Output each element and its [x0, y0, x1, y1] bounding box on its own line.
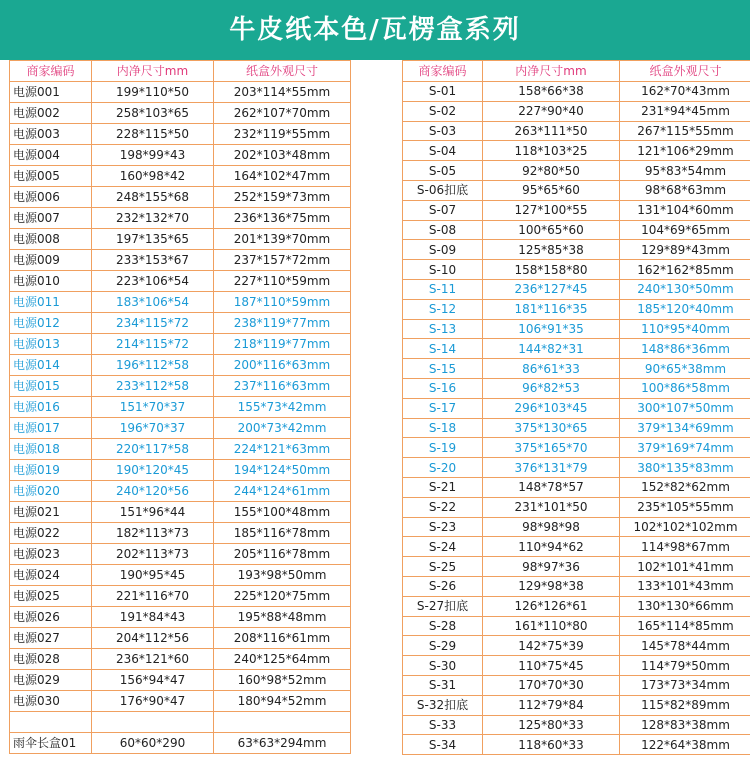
product-code-cell: 电源026: [10, 607, 92, 628]
product-code-cell: 电源011: [10, 292, 92, 313]
inner-size-cell: 60*60*290: [92, 733, 214, 754]
table-row: [10, 670, 351, 691]
inner-size-cell: 86*61*33: [483, 359, 620, 379]
table-row: [403, 576, 750, 596]
product-code-cell: S-30: [403, 656, 483, 676]
inner-size-cell: 95*65*60: [483, 180, 620, 200]
inner-size-cell: 375*165*70: [483, 438, 620, 458]
outer-size-cell: 235*105*55mm: [620, 497, 750, 517]
table-row: [10, 250, 351, 271]
column-header-code: 商家编码: [403, 61, 483, 82]
right-size-table: [402, 60, 750, 755]
table-row: [403, 200, 750, 220]
title-banner: [0, 0, 750, 60]
outer-size-cell: 104*69*65mm: [620, 220, 750, 240]
inner-size-cell: 214*115*72: [92, 334, 214, 355]
product-code-cell: S-32扣底: [403, 695, 483, 715]
outer-size-cell: 155*73*42mm: [214, 397, 351, 418]
inner-size-cell: 92*80*50: [483, 161, 620, 181]
inner-size-cell: 191*84*43: [92, 607, 214, 628]
outer-size-cell: 114*98*67mm: [620, 537, 750, 557]
product-code-cell: 电源029: [10, 670, 92, 691]
table-row: [10, 82, 351, 103]
outer-size-cell: 218*119*77mm: [214, 334, 351, 355]
product-code-cell: 电源004: [10, 145, 92, 166]
outer-size-cell: 162*70*43mm: [620, 82, 750, 102]
outer-size-cell: 380*135*83mm: [620, 458, 750, 478]
outer-size-cell: 95*83*54mm: [620, 161, 750, 181]
product-code-cell: S-06扣底: [403, 180, 483, 200]
table-row: [403, 398, 750, 418]
inner-size-cell: 148*78*57: [483, 477, 620, 497]
product-code-cell: S-20: [403, 458, 483, 478]
inner-size-cell: 156*94*47: [92, 670, 214, 691]
table-row: [10, 418, 351, 439]
outer-size-cell: 152*82*62mm: [620, 477, 750, 497]
table-row: [403, 675, 750, 695]
product-code-cell: 电源009: [10, 250, 92, 271]
table-row: [10, 124, 351, 145]
outer-size-cell: 379*169*74mm: [620, 438, 750, 458]
inner-size-cell: 98*97*36: [483, 557, 620, 577]
table-row: [403, 378, 750, 398]
inner-size-cell: 199*110*50: [92, 82, 214, 103]
product-code-cell: 电源020: [10, 481, 92, 502]
product-code-cell: 电源001: [10, 82, 92, 103]
product-code-cell: 电源019: [10, 460, 92, 481]
product-code-cell: 电源021: [10, 502, 92, 523]
column-header-code: 商家编码: [10, 61, 92, 82]
table-row: [10, 271, 351, 292]
product-code-cell: S-19: [403, 438, 483, 458]
product-code-cell: 电源005: [10, 166, 92, 187]
product-code-cell: 电源024: [10, 565, 92, 586]
table-row: [10, 712, 351, 733]
inner-size-cell: 223*106*54: [92, 271, 214, 292]
table-row: [403, 339, 750, 359]
table-row: [10, 460, 351, 481]
inner-size-cell: 234*115*72: [92, 313, 214, 334]
inner-size-cell: 126*126*61: [483, 596, 620, 616]
table-row: [10, 691, 351, 712]
inner-size-cell: 142*75*39: [483, 636, 620, 656]
left-size-table: [9, 60, 351, 754]
outer-size-cell: 237*116*63mm: [214, 376, 351, 397]
product-code-cell: 电源023: [10, 544, 92, 565]
table-row: [10, 649, 351, 670]
outer-size-cell: 131*104*60mm: [620, 200, 750, 220]
outer-size-cell: 130*130*66mm: [620, 596, 750, 616]
product-code-cell: 电源008: [10, 229, 92, 250]
outer-size-cell: 122*64*38mm: [620, 735, 750, 755]
inner-size-cell: 202*113*73: [92, 544, 214, 565]
table-row: [403, 596, 750, 616]
table-row: [403, 279, 750, 299]
table-row: [10, 103, 351, 124]
page-title: 牛皮纸本色/瓦楞盒系列: [229, 15, 521, 45]
table-row: [403, 735, 750, 755]
inner-size-cell: 232*132*70: [92, 208, 214, 229]
inner-size-cell: 144*82*31: [483, 339, 620, 359]
table-row: [10, 565, 351, 586]
outer-size-cell: 224*121*63mm: [214, 439, 351, 460]
column-header-outer-size: 纸盒外观尺寸: [214, 61, 351, 82]
column-header-inner-size: 内净尺寸mm: [92, 61, 214, 82]
table-row: [403, 101, 750, 121]
outer-size-cell: 185*120*40mm: [620, 299, 750, 319]
product-code-cell: S-26: [403, 576, 483, 596]
outer-size-cell: 114*79*50mm: [620, 656, 750, 676]
outer-size-cell: 236*136*75mm: [214, 208, 351, 229]
outer-size-cell: 102*102*102mm: [620, 517, 750, 537]
outer-size-cell: 164*102*47mm: [214, 166, 351, 187]
outer-size-cell: 244*124*61mm: [214, 481, 351, 502]
table-row: [403, 319, 750, 339]
product-code-cell: 电源016: [10, 397, 92, 418]
product-code-cell: S-05: [403, 161, 483, 181]
inner-size-cell: 127*100*55: [483, 200, 620, 220]
table-row: [403, 537, 750, 557]
inner-size-cell: [92, 712, 214, 733]
product-code-cell: 电源027: [10, 628, 92, 649]
outer-size-cell: 145*78*44mm: [620, 636, 750, 656]
table-row: [10, 544, 351, 565]
inner-size-cell: 221*116*70: [92, 586, 214, 607]
outer-size-cell: 63*63*294mm: [214, 733, 351, 754]
table-row: [403, 557, 750, 577]
table-row: [10, 607, 351, 628]
outer-size-cell: 300*107*50mm: [620, 398, 750, 418]
outer-size-cell: 187*110*59mm: [214, 292, 351, 313]
outer-size-cell: 203*114*55mm: [214, 82, 351, 103]
inner-size-cell: 228*115*50: [92, 124, 214, 145]
inner-size-cell: 196*112*58: [92, 355, 214, 376]
table-row: [403, 260, 750, 280]
outer-size-cell: 193*98*50mm: [214, 565, 351, 586]
outer-size-cell: 180*94*52mm: [214, 691, 351, 712]
table-row: [403, 656, 750, 676]
inner-size-cell: 118*60*33: [483, 735, 620, 755]
table-row: [403, 418, 750, 438]
table-row: [403, 458, 750, 478]
inner-size-cell: 182*113*73: [92, 523, 214, 544]
table-row: [403, 121, 750, 141]
product-code-cell: S-23: [403, 517, 483, 537]
product-code-cell: 电源028: [10, 649, 92, 670]
left-table-panel: [9, 60, 350, 754]
outer-size-cell: 195*88*48mm: [214, 607, 351, 628]
inner-size-cell: 190*95*45: [92, 565, 214, 586]
outer-size-cell: 90*65*38mm: [620, 359, 750, 379]
outer-size-cell: 240*125*64mm: [214, 649, 351, 670]
product-code-cell: S-07: [403, 200, 483, 220]
table-row: [403, 161, 750, 181]
outer-size-cell: 194*124*50mm: [214, 460, 351, 481]
table-row: [10, 187, 351, 208]
product-code-cell: S-11: [403, 279, 483, 299]
product-code-cell: S-29: [403, 636, 483, 656]
product-code-cell: 电源010: [10, 271, 92, 292]
outer-size-cell: 173*73*34mm: [620, 675, 750, 695]
table-row: [403, 715, 750, 735]
table-row: [403, 240, 750, 260]
outer-size-cell: 238*119*77mm: [214, 313, 351, 334]
table-row: [403, 299, 750, 319]
product-code-cell: S-08: [403, 220, 483, 240]
product-code-cell: S-01: [403, 82, 483, 102]
table-row: [10, 334, 351, 355]
column-header-outer-size: 纸盒外观尺寸: [620, 61, 750, 82]
product-code-cell: 电源002: [10, 103, 92, 124]
outer-size-cell: 155*100*48mm: [214, 502, 351, 523]
table-row: [403, 180, 750, 200]
product-code-cell: S-34: [403, 735, 483, 755]
product-code-cell: S-27扣底: [403, 596, 483, 616]
table-row: [403, 517, 750, 537]
inner-size-cell: 161*110*80: [483, 616, 620, 636]
inner-size-cell: 375*130*65: [483, 418, 620, 438]
outer-size-cell: 148*86*36mm: [620, 339, 750, 359]
outer-size-cell: 231*94*45mm: [620, 101, 750, 121]
product-code-cell: 电源012: [10, 313, 92, 334]
product-code-cell: 电源018: [10, 439, 92, 460]
outer-size-cell: 240*130*50mm: [620, 279, 750, 299]
outer-size-cell: 237*157*72mm: [214, 250, 351, 271]
inner-size-cell: 196*70*37: [92, 418, 214, 439]
inner-size-cell: 110*75*45: [483, 656, 620, 676]
inner-size-cell: 118*103*25: [483, 141, 620, 161]
table-row: [10, 376, 351, 397]
product-code-cell: S-17: [403, 398, 483, 418]
outer-size-cell: 202*103*48mm: [214, 145, 351, 166]
product-code-cell: S-24: [403, 537, 483, 557]
outer-size-cell: 133*101*43mm: [620, 576, 750, 596]
inner-size-cell: 125*80*33: [483, 715, 620, 735]
table-row: [10, 523, 351, 544]
inner-size-cell: 240*120*56: [92, 481, 214, 502]
table-row: [10, 397, 351, 418]
outer-size-cell: 165*114*85mm: [620, 616, 750, 636]
outer-size-cell: 185*116*78mm: [214, 523, 351, 544]
table-row: [403, 636, 750, 656]
product-code-cell: 电源013: [10, 334, 92, 355]
table-row: [10, 292, 351, 313]
table-row: [403, 141, 750, 161]
product-code-cell: 电源006: [10, 187, 92, 208]
outer-size-cell: [214, 712, 351, 733]
inner-size-cell: 227*90*40: [483, 101, 620, 121]
table-row: [403, 497, 750, 517]
product-code-cell: S-16: [403, 378, 483, 398]
inner-size-cell: 106*91*35: [483, 319, 620, 339]
table-row: [403, 438, 750, 458]
product-code-cell: S-10: [403, 260, 483, 280]
inner-size-cell: 100*65*60: [483, 220, 620, 240]
outer-size-cell: 200*116*63mm: [214, 355, 351, 376]
product-code-cell: S-22: [403, 497, 483, 517]
product-code-cell: S-15: [403, 359, 483, 379]
outer-size-cell: 121*106*29mm: [620, 141, 750, 161]
right-header-row: [403, 61, 750, 82]
table-row: [10, 628, 351, 649]
product-code-cell: 电源017: [10, 418, 92, 439]
product-code-cell: S-14: [403, 339, 483, 359]
table-row: [10, 166, 351, 187]
product-code-cell: 电源030: [10, 691, 92, 712]
table-row: [10, 313, 351, 334]
product-code-cell: S-18: [403, 418, 483, 438]
inner-size-cell: 181*116*35: [483, 299, 620, 319]
column-header-inner-size: 内净尺寸mm: [483, 61, 620, 82]
table-row: [10, 355, 351, 376]
product-code-cell: S-25: [403, 557, 483, 577]
product-code-cell: S-31: [403, 675, 483, 695]
outer-size-cell: 262*107*70mm: [214, 103, 351, 124]
outer-size-cell: 225*120*75mm: [214, 586, 351, 607]
inner-size-cell: 110*94*62: [483, 537, 620, 557]
inner-size-cell: 197*135*65: [92, 229, 214, 250]
inner-size-cell: 231*101*50: [483, 497, 620, 517]
inner-size-cell: 125*85*38: [483, 240, 620, 260]
inner-size-cell: 183*106*54: [92, 292, 214, 313]
outer-size-cell: 100*86*58mm: [620, 378, 750, 398]
outer-size-cell: 208*116*61mm: [214, 628, 351, 649]
table-row: [10, 208, 351, 229]
product-code-cell: S-21: [403, 477, 483, 497]
product-code-cell: S-13: [403, 319, 483, 339]
table-row: [403, 616, 750, 636]
outer-size-cell: 115*82*89mm: [620, 695, 750, 715]
table-row: [10, 439, 351, 460]
left-table-body: [10, 82, 351, 754]
left-header-row: [10, 61, 351, 82]
product-code-cell: S-02: [403, 101, 483, 121]
outer-size-cell: 160*98*52mm: [214, 670, 351, 691]
inner-size-cell: 158*66*38: [483, 82, 620, 102]
inner-size-cell: 220*117*58: [92, 439, 214, 460]
right-table-body: [403, 82, 750, 755]
product-code-cell: S-04: [403, 141, 483, 161]
product-code-cell: 电源014: [10, 355, 92, 376]
outer-size-cell: 129*89*43mm: [620, 240, 750, 260]
outer-size-cell: 205*116*78mm: [214, 544, 351, 565]
inner-size-cell: 204*112*56: [92, 628, 214, 649]
inner-size-cell: 98*98*98: [483, 517, 620, 537]
outer-size-cell: 110*95*40mm: [620, 319, 750, 339]
inner-size-cell: 296*103*45: [483, 398, 620, 418]
inner-size-cell: 233*153*67: [92, 250, 214, 271]
inner-size-cell: 170*70*30: [483, 675, 620, 695]
outer-size-cell: 252*159*73mm: [214, 187, 351, 208]
outer-size-cell: 379*134*69mm: [620, 418, 750, 438]
inner-size-cell: 176*90*47: [92, 691, 214, 712]
table-row: [403, 220, 750, 240]
inner-size-cell: 151*96*44: [92, 502, 214, 523]
outer-size-cell: 98*68*63mm: [620, 180, 750, 200]
inner-size-cell: 158*158*80: [483, 260, 620, 280]
product-code-cell: 电源025: [10, 586, 92, 607]
product-code-cell: 电源015: [10, 376, 92, 397]
table-row: [10, 502, 351, 523]
product-code-cell: 电源003: [10, 124, 92, 145]
table-row: [403, 477, 750, 497]
product-code-cell: 雨伞长盒01: [10, 733, 92, 754]
inner-size-cell: 198*99*43: [92, 145, 214, 166]
product-code-cell: S-33: [403, 715, 483, 735]
outer-size-cell: 267*115*55mm: [620, 121, 750, 141]
outer-size-cell: 102*101*41mm: [620, 557, 750, 577]
table-row: [10, 481, 351, 502]
product-code-cell: S-09: [403, 240, 483, 260]
table-row: [403, 695, 750, 715]
inner-size-cell: 258*103*65: [92, 103, 214, 124]
outer-size-cell: 227*110*59mm: [214, 271, 351, 292]
inner-size-cell: 376*131*79: [483, 458, 620, 478]
inner-size-cell: 112*79*84: [483, 695, 620, 715]
table-row: [10, 586, 351, 607]
table-row: [10, 145, 351, 166]
inner-size-cell: 236*127*45: [483, 279, 620, 299]
outer-size-cell: 232*119*55mm: [214, 124, 351, 145]
right-table-panel: [402, 60, 750, 755]
outer-size-cell: 128*83*38mm: [620, 715, 750, 735]
product-code-cell: S-28: [403, 616, 483, 636]
inner-size-cell: 236*121*60: [92, 649, 214, 670]
inner-size-cell: 233*112*58: [92, 376, 214, 397]
outer-size-cell: 201*139*70mm: [214, 229, 351, 250]
inner-size-cell: 263*111*50: [483, 121, 620, 141]
inner-size-cell: 160*98*42: [92, 166, 214, 187]
outer-size-cell: 162*162*85mm: [620, 260, 750, 280]
product-code-cell: [10, 712, 92, 733]
table-row: [10, 733, 351, 754]
table-row: [403, 82, 750, 102]
product-code-cell: 电源007: [10, 208, 92, 229]
inner-size-cell: 190*120*45: [92, 460, 214, 481]
inner-size-cell: 151*70*37: [92, 397, 214, 418]
product-code-cell: S-12: [403, 299, 483, 319]
table-row: [403, 359, 750, 379]
product-code-cell: S-03: [403, 121, 483, 141]
outer-size-cell: 200*73*42mm: [214, 418, 351, 439]
inner-size-cell: 129*98*38: [483, 576, 620, 596]
table-row: [10, 229, 351, 250]
inner-size-cell: 248*155*68: [92, 187, 214, 208]
inner-size-cell: 96*82*53: [483, 378, 620, 398]
product-code-cell: 电源022: [10, 523, 92, 544]
